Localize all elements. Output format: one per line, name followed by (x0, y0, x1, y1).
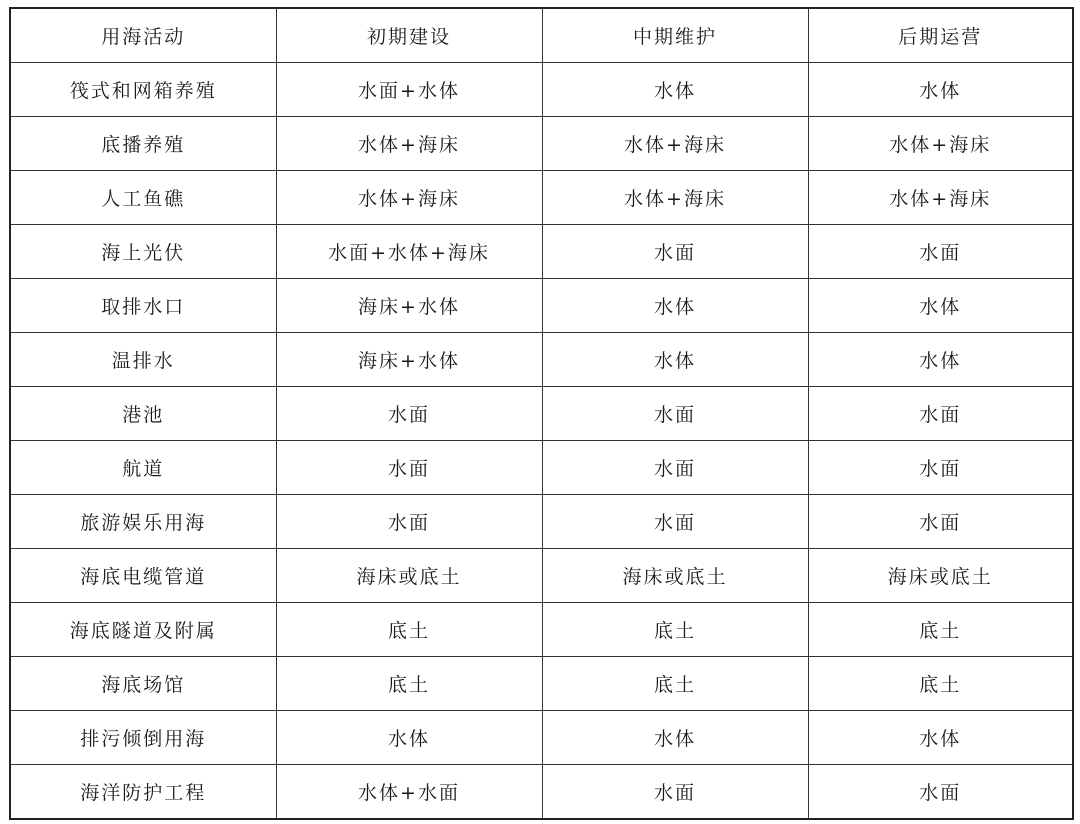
table-row (10, 63, 1073, 117)
cell-late-operation: 水体+海床 (808, 171, 1073, 225)
cell-mid-maintenance: 水面 (542, 441, 808, 495)
table-body (10, 63, 1073, 820)
cell-initial-construction: 水面 (276, 495, 542, 549)
cell-initial-construction: 水体 (276, 711, 542, 765)
cell-activity: 旅游娱乐用海 (10, 495, 276, 549)
table-row (10, 387, 1073, 441)
cell-mid-maintenance: 水体 (542, 63, 808, 117)
cell-late-operation: 底土 (808, 657, 1073, 711)
cell-activity: 海洋防护工程 (10, 765, 276, 820)
cell-mid-maintenance: 海床或底土 (542, 549, 808, 603)
cell-activity: 海底场馆 (10, 657, 276, 711)
cell-activity: 底播养殖 (10, 117, 276, 171)
cell-initial-construction: 海床+水体 (276, 279, 542, 333)
cell-initial-construction: 水面+水体 (276, 63, 542, 117)
cell-mid-maintenance: 水体 (542, 279, 808, 333)
cell-initial-construction: 水体+水面 (276, 765, 542, 820)
cell-activity: 取排水口 (10, 279, 276, 333)
cell-late-operation: 水体 (808, 333, 1073, 387)
cell-activity: 人工鱼礁 (10, 171, 276, 225)
cell-initial-construction: 水面+水体+海床 (276, 225, 542, 279)
cell-activity: 筏式和网箱养殖 (10, 63, 276, 117)
cell-late-operation: 水体+海床 (808, 117, 1073, 171)
cell-late-operation: 水面 (808, 441, 1073, 495)
sea-use-table-container (9, 7, 1072, 812)
column-header-late-operation: 后期运营 (808, 8, 1073, 63)
column-header-initial-construction: 初期建设 (276, 8, 542, 63)
sea-use-table (9, 7, 1074, 820)
cell-mid-maintenance: 水体 (542, 333, 808, 387)
cell-initial-construction: 海床或底土 (276, 549, 542, 603)
table-row (10, 117, 1073, 171)
cell-late-operation: 水体 (808, 279, 1073, 333)
cell-mid-maintenance: 水体+海床 (542, 171, 808, 225)
column-header-activity: 用海活动 (10, 8, 276, 63)
cell-activity: 海上光伏 (10, 225, 276, 279)
cell-initial-construction: 底土 (276, 657, 542, 711)
table-row (10, 333, 1073, 387)
cell-initial-construction: 底土 (276, 603, 542, 657)
cell-initial-construction: 水面 (276, 441, 542, 495)
cell-mid-maintenance: 底土 (542, 603, 808, 657)
cell-activity: 温排水 (10, 333, 276, 387)
cell-activity: 港池 (10, 387, 276, 441)
table-row (10, 657, 1073, 711)
cell-initial-construction: 水体+海床 (276, 117, 542, 171)
cell-activity: 排污倾倒用海 (10, 711, 276, 765)
cell-initial-construction: 水面 (276, 387, 542, 441)
cell-initial-construction: 海床+水体 (276, 333, 542, 387)
cell-mid-maintenance: 水面 (542, 387, 808, 441)
table-row (10, 495, 1073, 549)
table-row (10, 765, 1073, 820)
column-header-mid-maintenance: 中期维护 (542, 8, 808, 63)
cell-mid-maintenance: 底土 (542, 657, 808, 711)
table-header-row (10, 8, 1073, 63)
table-row (10, 225, 1073, 279)
cell-late-operation: 海床或底土 (808, 549, 1073, 603)
table-row (10, 171, 1073, 225)
cell-late-operation: 底土 (808, 603, 1073, 657)
cell-activity: 航道 (10, 441, 276, 495)
cell-late-operation: 水体 (808, 63, 1073, 117)
cell-mid-maintenance: 水体+海床 (542, 117, 808, 171)
cell-activity: 海底电缆管道 (10, 549, 276, 603)
cell-activity: 海底隧道及附属 (10, 603, 276, 657)
table-row (10, 279, 1073, 333)
cell-initial-construction: 水体+海床 (276, 171, 542, 225)
table-row (10, 441, 1073, 495)
table-row (10, 711, 1073, 765)
cell-mid-maintenance: 水体 (542, 711, 808, 765)
cell-late-operation: 水体 (808, 711, 1073, 765)
cell-mid-maintenance: 水面 (542, 225, 808, 279)
table-row (10, 549, 1073, 603)
cell-late-operation: 水面 (808, 225, 1073, 279)
cell-late-operation: 水面 (808, 495, 1073, 549)
cell-mid-maintenance: 水面 (542, 765, 808, 820)
cell-late-operation: 水面 (808, 387, 1073, 441)
cell-late-operation: 水面 (808, 765, 1073, 820)
cell-mid-maintenance: 水面 (542, 495, 808, 549)
table-row (10, 603, 1073, 657)
